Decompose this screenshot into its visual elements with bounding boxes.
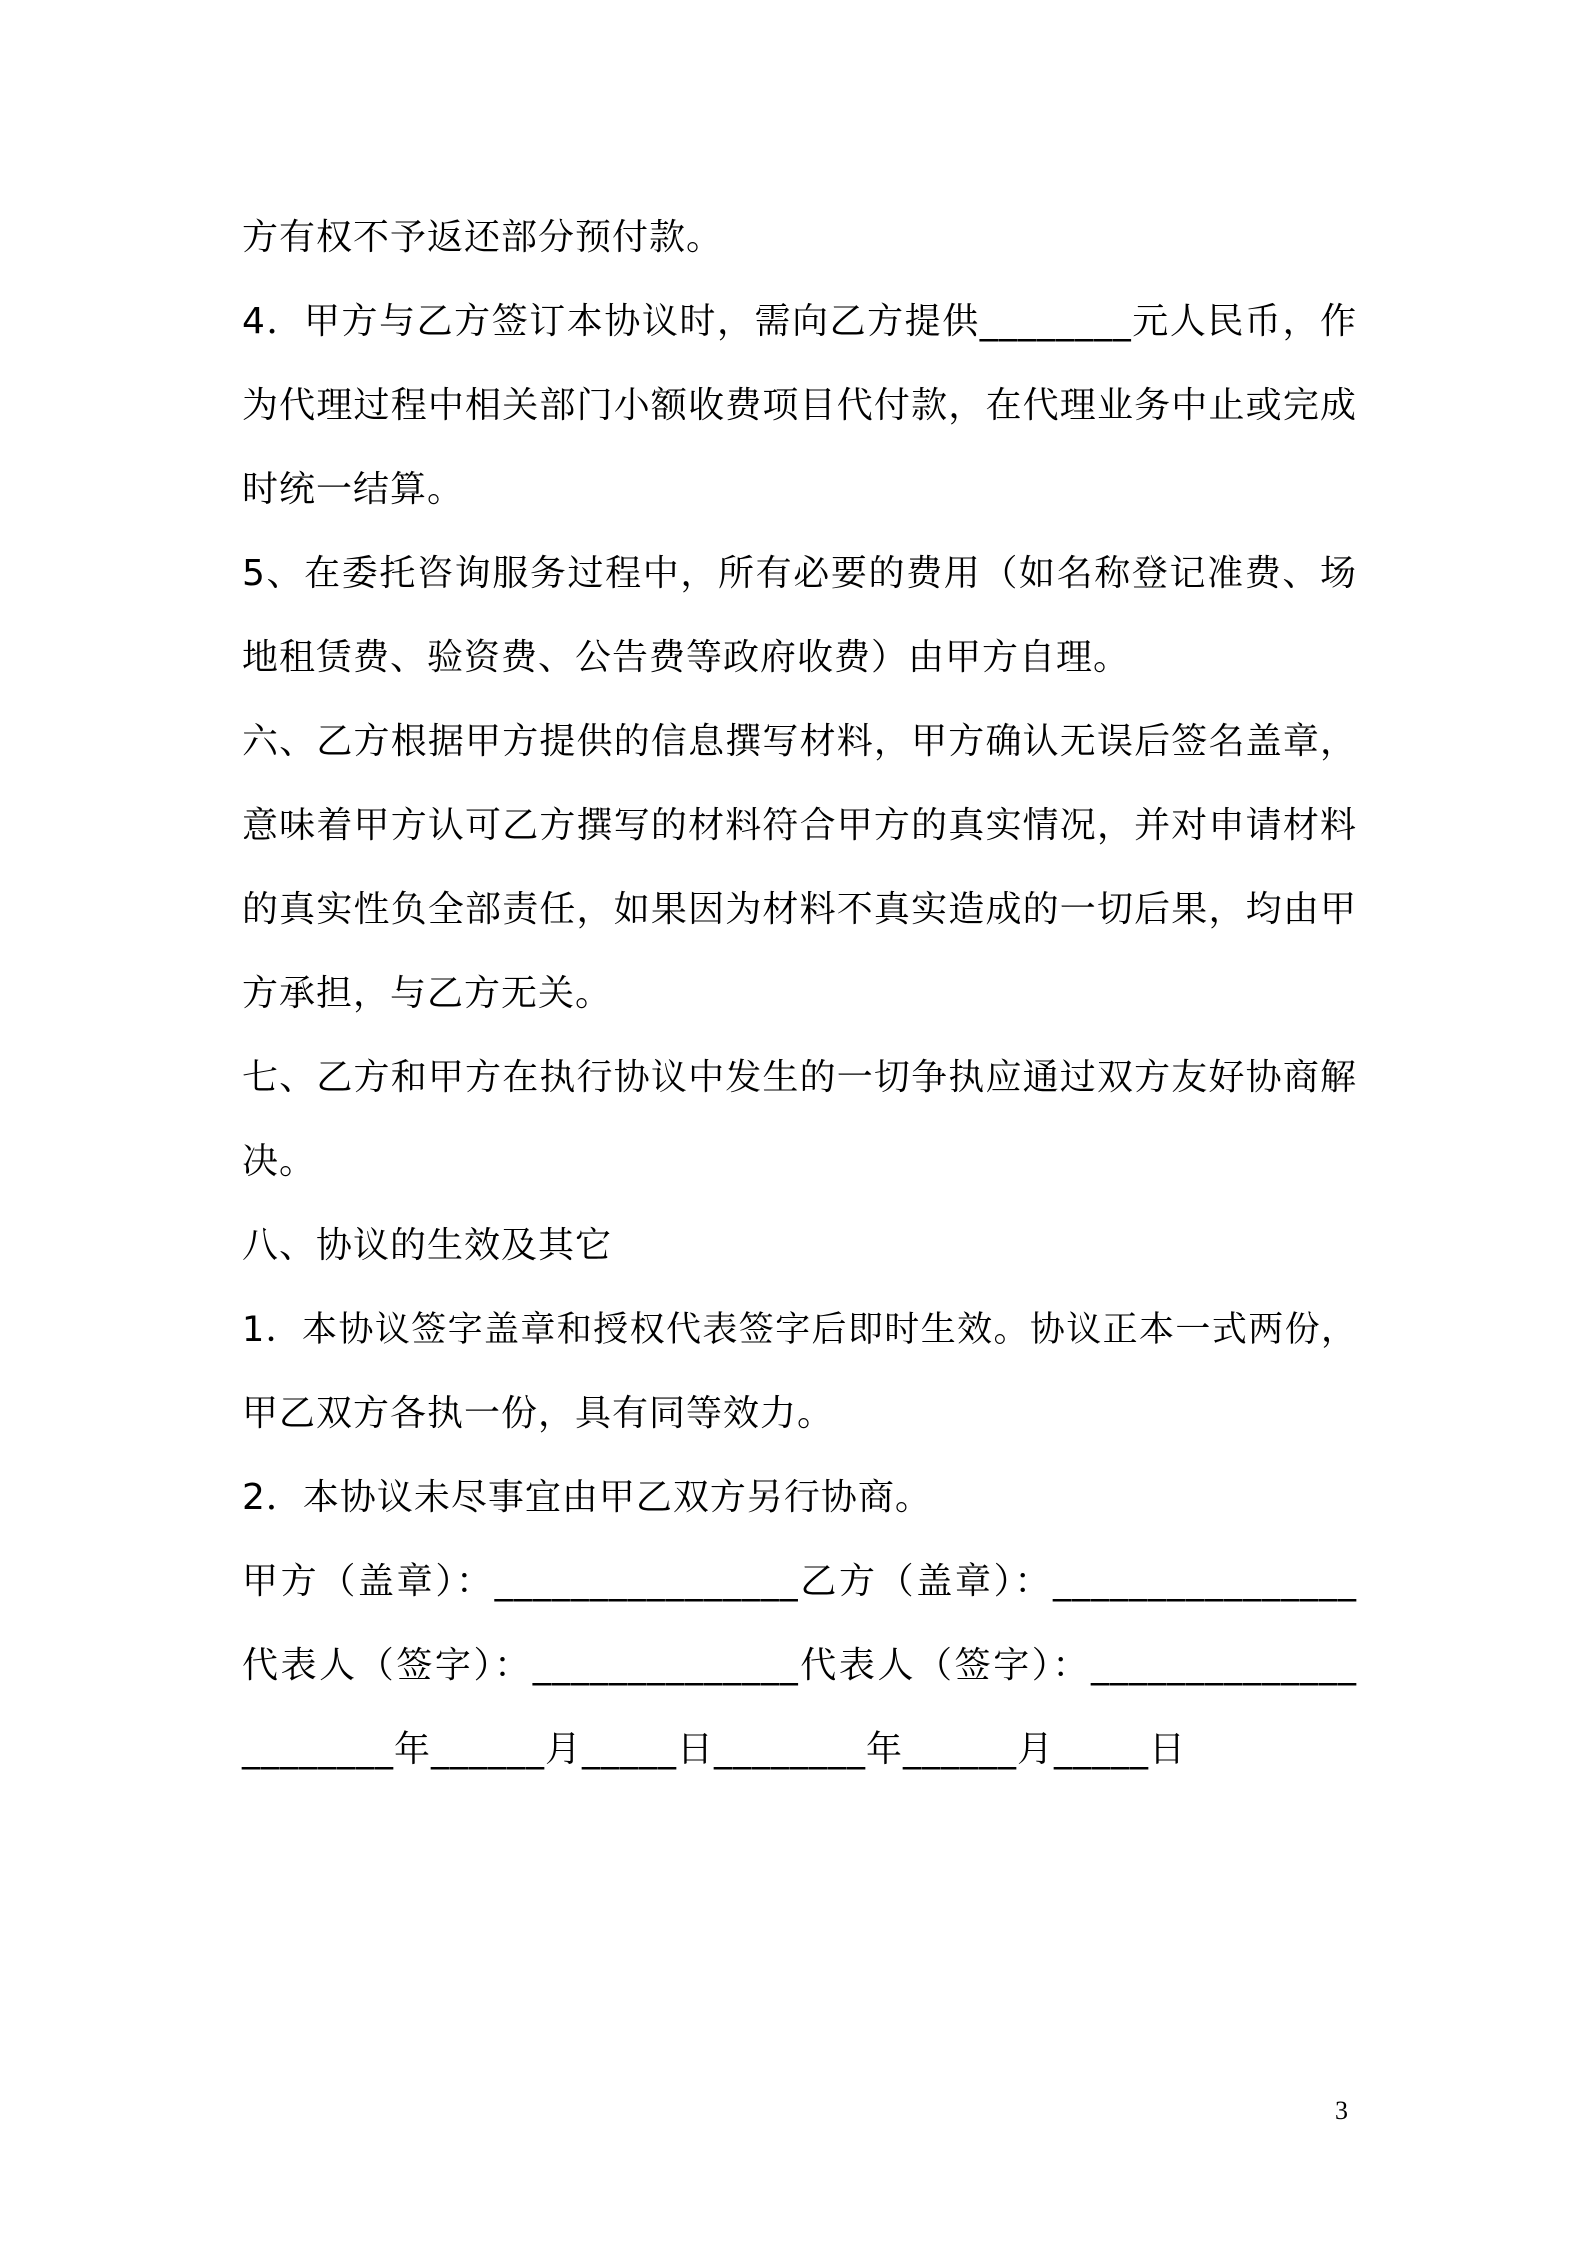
paragraph-line: 七、乙方和甲方在执行协议中发生的一切争执应通过双方友好协商解 — [242, 1057, 1357, 1098]
section-heading: 八、协议的生效及其它 — [242, 1225, 613, 1266]
signature-seal-line: 甲方（盖章）：________________乙方（盖章）：________________ — [242, 1561, 1357, 1602]
paragraph-line: 时统一结算。 — [242, 469, 465, 510]
paragraph-line: 地租赁费、验资费、公告费等政府收费）由甲方自理。 — [242, 637, 1131, 678]
page-number: 3 — [1335, 2096, 1348, 2125]
paragraph-line: 方承担，与乙方无关。 — [242, 973, 613, 1014]
paragraph-line: 决。 — [242, 1141, 317, 1182]
paragraph-line: 方有权不予返还部分预付款。 — [242, 217, 724, 258]
signature-date-line: ________年______月_____日________年______月_____日 — [242, 1729, 1186, 1770]
paragraph-line: 1．本协议签字盖章和授权代表签字后即时生效。协议正本一式两份， — [242, 1310, 1357, 1350]
signature-representative-line: 代表人（签字）：______________代表人（签字）：______________ — [242, 1645, 1357, 1686]
paragraph-line: 2．本协议未尽事宜由甲乙双方另行协商。 — [242, 1477, 932, 1518]
paragraph-line: 4．甲方与乙方签订本协议时，需向乙方提供________元人民币，作 — [242, 301, 1357, 342]
document-body — [242, 196, 1357, 1792]
paragraph-line: 5、在委托咨询服务过程中，所有必要的费用（如名称登记准费、场 — [242, 553, 1357, 594]
paragraph-line: 甲乙双方各执一份，具有同等效力。 — [242, 1393, 835, 1434]
paragraph-line: 意味着甲方认可乙方撰写的材料符合甲方的真实情况，并对申请材料 — [242, 805, 1357, 846]
paragraph-line: 六、乙方根据甲方提供的信息撰写材料，甲方确认无误后签名盖章， — [242, 721, 1357, 762]
paragraph-line: 为代理过程中相关部门小额收费项目代付款，在代理业务中止或完成 — [242, 385, 1357, 426]
paragraph-line: 的真实性负全部责任，如果因为材料不真实造成的一切后果，均由甲 — [242, 889, 1357, 930]
